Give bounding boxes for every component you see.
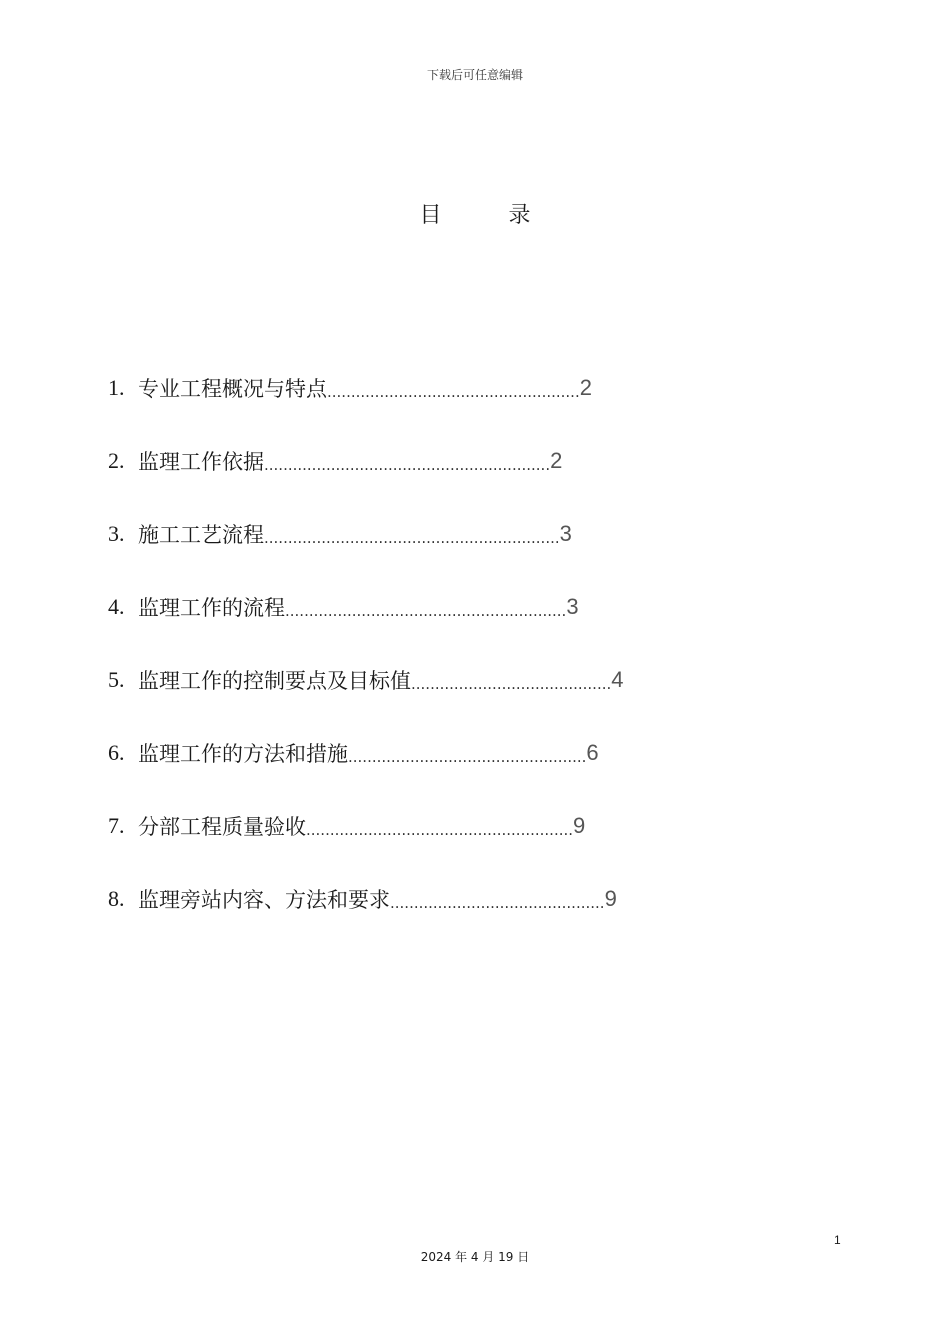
toc-leader-dots: ..................................................... <box>327 383 580 401</box>
toc-entry[interactable] <box>108 443 748 479</box>
toc-entry-page: 4 <box>611 667 624 692</box>
toc-entry[interactable] <box>108 370 748 406</box>
toc-entry-number: 5. <box>108 667 125 692</box>
toc-leader-dots: ............................................. <box>390 894 605 912</box>
toc-entry[interactable] <box>108 662 748 698</box>
toc-entry-number: 3. <box>108 521 125 546</box>
toc-entry-number: 6. <box>108 740 125 765</box>
toc-entry-label: 施工工艺流程 <box>138 523 264 547</box>
toc-entry-page: 3 <box>559 521 572 546</box>
toc-entry-number: 2. <box>108 448 125 473</box>
toc-entry-number: 8. <box>108 886 125 911</box>
page-footer-date: 2024 年 4 月 19 日 <box>420 1250 530 1264</box>
toc-entry-label: 专业工程概况与特点 <box>138 377 327 401</box>
toc-leader-dots: ............................................................ <box>264 456 551 474</box>
toc-leader-dots: .............................................................. <box>264 529 560 547</box>
toc-entry[interactable] <box>108 881 748 917</box>
toc-title: 目 录 <box>419 203 561 228</box>
toc-entry[interactable] <box>108 589 748 625</box>
toc-entry-page: 6 <box>586 740 599 765</box>
toc-entry[interactable] <box>108 516 748 552</box>
toc-leader-dots: ........................................................... <box>285 602 567 620</box>
toc-entry-number: 4. <box>108 594 125 619</box>
toc-entry[interactable] <box>108 735 748 771</box>
toc-leader-dots: .................................................. <box>348 748 587 766</box>
toc-entry-page: 2 <box>550 448 563 473</box>
table-of-contents <box>108 370 748 954</box>
toc-leader-dots: ........................................................ <box>306 821 574 839</box>
toc-entry-page: 9 <box>604 886 617 911</box>
toc-entry[interactable] <box>108 808 748 844</box>
toc-leader-dots: .......................................... <box>411 675 612 693</box>
toc-entry-page: 9 <box>573 813 586 838</box>
toc-entry-page: 3 <box>566 594 579 619</box>
toc-entry-label: 监理旁站内容、方法和要求 <box>138 888 390 912</box>
page-number: 1 <box>834 1233 841 1247</box>
toc-entry-label: 监理工作的流程 <box>138 596 285 620</box>
toc-entry-number: 7. <box>108 813 125 838</box>
toc-entry-label: 分部工程质量验收 <box>138 815 306 839</box>
toc-entry-number: 1. <box>108 375 125 400</box>
page-header: 下载后可任意编辑 <box>426 68 523 82</box>
toc-entry-page: 2 <box>579 375 592 400</box>
toc-entry-label: 监理工作依据 <box>138 450 264 474</box>
toc-entry-label: 监理工作的控制要点及目标值 <box>138 669 411 693</box>
toc-entry-label: 监理工作的方法和措施 <box>138 742 348 766</box>
